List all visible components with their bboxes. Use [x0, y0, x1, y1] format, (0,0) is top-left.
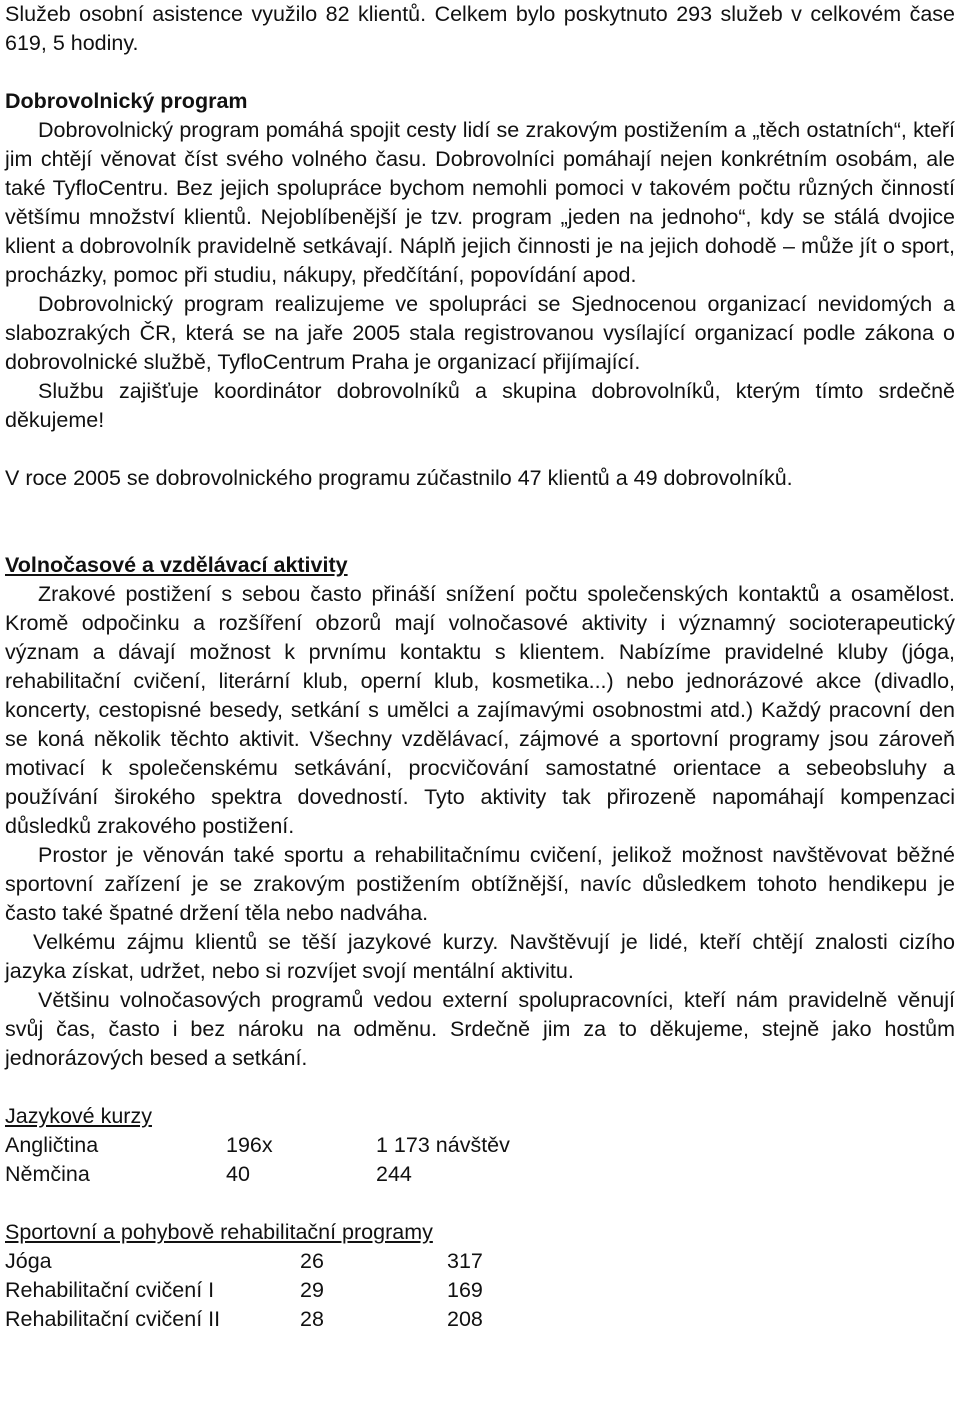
program-name: Rehabilitační cvičení I: [5, 1278, 215, 1302]
table-row: [5, 1276, 483, 1305]
course-name: Angličtina: [5, 1133, 99, 1157]
table-row: [5, 1160, 510, 1189]
spacer: [5, 522, 955, 551]
spacer: [5, 1189, 955, 1218]
language-courses-section: [5, 1102, 955, 1189]
course-name: Němčina: [5, 1162, 90, 1186]
spacer: [5, 1073, 955, 1102]
program-visits: 169: [447, 1278, 483, 1302]
language-courses-table: [5, 1131, 510, 1189]
leisure-activities-paragraph-1: Zrakové postižení s sebou často přináší snížení počtu společenských kontaktů a osamělost. Kromě odpočinku a rozšíření obzorů mají volnočasové aktivity i významný socioterapeutický význam a dávají možnost k prvnímu kontaktu s klientem. Nabízíme pravidelné kluby (jóga, rehabilitační cvičení, literární klub, operní klub, kosmetika...) nebo jednorázové akce (divadlo, koncerty, cestopisné besedy, setkání s umělci a zajímavými osobnostmi atd.) Každý pracovní den se koná několik těchto aktivit. Všechny vzdělávací, zájmové a sportovní programy jsou zároveň motivací k společenskému setkávání, procvičování samostatné orientace a sebeobsluhy a používání širokého spektra dovedností. Tyto aktivity tak přirozeně napomáhají kompenzaci důsledků zrakového postižení.: [5, 582, 955, 838]
course-visits: 1 173 návštěv: [376, 1133, 510, 1157]
personal-assistance-paragraph: Služeb osobní asistence využilo 82 klientů. Celkem bylo poskytnuto 293 služeb v celkovém čase 619, 5 hodiny.: [5, 2, 955, 55]
program-count: 29: [300, 1278, 324, 1302]
leisure-activities-heading: Volnočasové a vzdělávací aktivity: [5, 553, 348, 577]
volunteer-program-paragraph-1: Dobrovolnický program pomáhá spojit cesty lidí se zrakovým postižením a „těch ostatních“, kteří jim chtějí věnovat číst svého volného času. Dobrovolníci pomáhají nejen konkrétním osobám, ale také TyfloCentru. Bez jejich spolupráce bychom nemohli pomoci v takovém počtu různých činností většímu množství klientů. Nejoblíbenější je tzv. program „jeden na jednoho“, kdy se stálá dvojice klient a dobrovolník pravidelně setkávají. Náplň jejich činnosti je na jejich dohodě – může jít o sport, procházky, pomoc při studiu, nákupy, předčítání, popovídání apod.: [5, 118, 955, 287]
program-count: 26: [300, 1249, 324, 1273]
volunteer-program-heading: Dobrovolnický program: [5, 89, 248, 113]
sport-programs-heading: Sportovní a pohybově rehabilitační programy: [5, 1220, 433, 1244]
course-visits: 244: [376, 1162, 412, 1186]
document-page: [5, 0, 955, 1334]
volunteer-program-statistics: V roce 2005 se dobrovolnického programu zúčastnilo 47 klientů a 49 dobrovolníků.: [5, 466, 793, 490]
course-count: 196x: [226, 1133, 273, 1157]
language-courses-heading: Jazykové kurzy: [5, 1104, 152, 1128]
table-row: [5, 1305, 483, 1334]
leisure-activities-section: [5, 551, 955, 1073]
program-visits: 208: [447, 1307, 483, 1331]
program-name: Rehabilitační cvičení II: [5, 1307, 221, 1331]
volunteer-program-paragraph-3: Službu zajišťuje koordinátor dobrovolníků a skupina dobrovolníků, kterým tímto srdečně děkujeme!: [5, 379, 955, 432]
spacer: [5, 493, 955, 522]
table-row: [5, 1247, 483, 1276]
leisure-activities-paragraph-2: Prostor je věnován také sportu a rehabilitačnímu cvičení, jelikož možnost navštěvovat běžné sportovní zařízení je se zrakovým postižením obtížnější, navíc důsledkem tohoto hendikepu je často také špatné držení těla nebo nadváha.: [5, 843, 955, 925]
leisure-activities-paragraph-3: Velkému zájmu klientů se těší jazykové kurzy. Navštěvují je lidé, kteří chtějí znalosti cizího jazyka získat, udržet, nebo si rozvíjet svojí mentální aktivitu.: [5, 930, 955, 983]
sport-programs-section: [5, 1218, 955, 1334]
program-count: 28: [300, 1307, 324, 1331]
program-name: Jóga: [5, 1249, 52, 1273]
volunteer-program-paragraph-2: Dobrovolnický program realizujeme ve spolupráci se Sjednocenou organizací nevidomých a slabozrakých ČR, která se na jaře 2005 stala registrovanou vysílající organizací podle zákona o dobrovolnické službě, TyfloCentrum Praha je organizací přijímající.: [5, 292, 955, 374]
program-visits: 317: [447, 1249, 483, 1273]
volunteer-program-section: [5, 87, 955, 493]
table-row: [5, 1131, 510, 1160]
leisure-activities-paragraph-4: Většinu volnočasových programů vedou externí spolupracovníci, kteří nám pravidelně věnují svůj čas, často i bez nároku na odměnu. Srdečně jim za to děkujeme, stejně jako hostům jednorázových besed a setkání.: [5, 988, 955, 1070]
course-count: 40: [226, 1162, 250, 1186]
sport-programs-table: [5, 1247, 483, 1334]
spacer: [5, 435, 955, 464]
spacer: [5, 58, 955, 87]
